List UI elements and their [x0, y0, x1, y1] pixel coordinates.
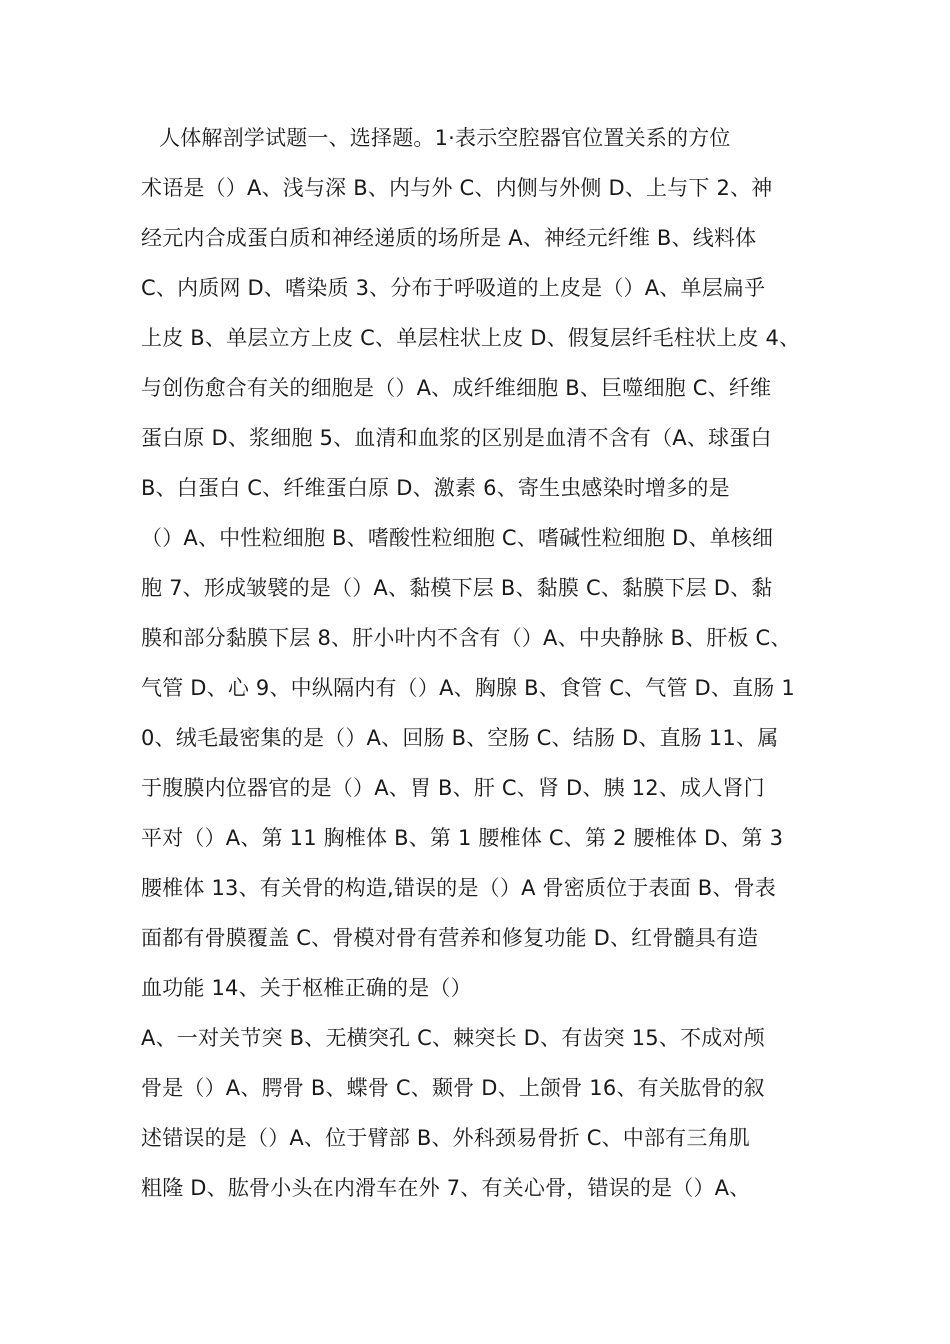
text-line: 骨是（）A、腭骨 B、蝶骨 C、颞骨 D、上颌骨 16、有关肱骨的叙 — [141, 1076, 765, 1100]
text-line: 胞 7、形成皱襞的是（）A、黏模下层 B、黏膜 C、黏膜下层 D、黏 — [141, 576, 773, 600]
text-line: A、一对关节突 B、无横突孔 C、棘突长 D、有齿突 15、不成对颅 — [141, 1026, 765, 1050]
text-line: 面都有骨膜覆盖 C、骨模对骨有营养和修复功能 D、红骨髓具有造 — [141, 926, 759, 950]
text-line: 于腹膜内位器官的是（）A、胃 B、肝 C、肾 D、胰 12、成人肾门 — [141, 776, 765, 800]
text-line: 0、绒毛最密集的是（）A、回肠 B、空肠 C、结肠 D、直肠 11、属 — [141, 726, 779, 750]
text-line: 术语是（）A、浅与深 B、内与外 C、内侧与外侧 D、上与下 2、神 — [141, 176, 773, 200]
text-line: C、内质网 D、嗜染质 3、分布于呼吸道的上皮是（）A、单层扁乎 — [141, 276, 766, 300]
text-line: 平对（）A、第 11 胸椎体 B、第 1 腰椎体 C、第 2 腰椎体 D、第 3 — [141, 826, 784, 850]
text-line: 经元内合成蛋白质和神经递质的场所是 A、神经元纤维 B、线料体 — [141, 226, 757, 250]
text-line: B、白蛋白 C、纤维蛋白原 D、激素 6、寄生虫感染时增多的是 — [141, 476, 730, 500]
text-line: 蛋白原 D、浆细胞 5、血清和血浆的区别是血清不含有（A、球蛋白 — [141, 426, 772, 450]
text-line: 述错误的是（）A、位于臂部 B、外科颈易骨折 C、中部有三角肌 — [141, 1126, 750, 1150]
text-line: 气管 D、心 9、中纵隔内有（）A、胸腺 B、食管 C、气管 D、直肠 1 — [141, 676, 795, 700]
text-line: 人体解剖学试题一、选择题。1·表示空腔器官位置关系的方位 — [159, 126, 731, 150]
text-line: 膜和部分黏膜下层 8、肝小叶内不含有（）A、中央静脉 B、肝板 C、 — [141, 626, 792, 650]
text-line: 上皮 B、单层立方上皮 C、单层柱状上皮 D、假复层纤毛柱状上皮 4、 — [141, 326, 801, 350]
text-line: 腰椎体 13、有关骨的构造,错误的是（）A 骨密质位于表面 B、骨表 — [141, 876, 776, 900]
text-line: 血功能 14、关于枢椎正确的是（） — [141, 976, 472, 1000]
text-line: （）A、中性粒细胞 B、嗜酸性粒细胞 C、嗜碱性粒细胞 D、单核细 — [141, 526, 774, 550]
text-line: 粗隆 D、肱骨小头在内滑车在外 7、有关心骨，错误的是（）A、 — [141, 1176, 751, 1200]
text-line: 与创伤愈合有关的细胞是（）A、成纤维细胞 B、巨噬细胞 C、纤维 — [141, 376, 772, 400]
